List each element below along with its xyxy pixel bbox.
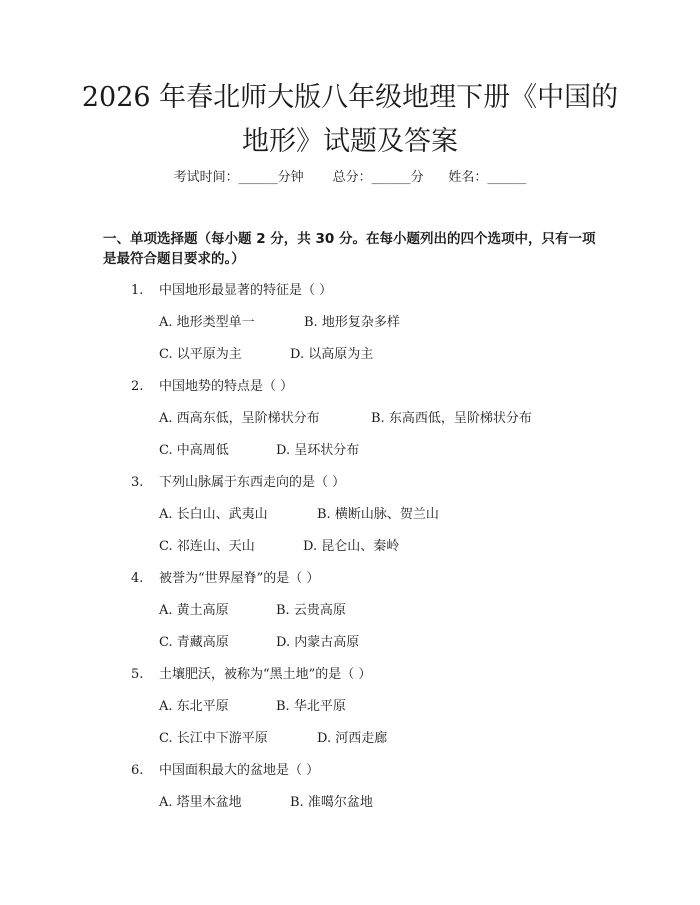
student-name-label: 姓名：______ bbox=[448, 170, 527, 185]
question-stem: 中国地势的特点是（ ） bbox=[159, 379, 294, 394]
question-stem: 中国地形最显著的特征是（ ） bbox=[159, 283, 333, 298]
question-3-option-c: C. 祁连山、天山 bbox=[159, 539, 255, 554]
question-2-option-b: B. 东高西低，呈阶梯状分布 bbox=[371, 411, 532, 426]
exam-info bbox=[0, 168, 700, 188]
question-number: 3. bbox=[131, 475, 144, 490]
question-4-option-c: C. 青藏高原 bbox=[159, 635, 229, 650]
question-3-option-b: B. 横断山脉、贺兰山 bbox=[317, 507, 439, 522]
question-4-option-b: B. 云贵高原 bbox=[276, 603, 346, 618]
total-score-label: 总分：______分 bbox=[332, 170, 424, 185]
question-5-option-a: A. 东北平原 bbox=[159, 699, 229, 714]
question-1-option-c: C. 以平原为主 bbox=[159, 347, 242, 362]
question-3-option-d: D. 昆仑山、秦岭 bbox=[303, 539, 400, 554]
question-2-option-a: A. 西高东低，呈阶梯状分布 bbox=[159, 411, 320, 426]
question-3-option-a: A. 长白山、武夷山 bbox=[159, 507, 268, 522]
question-5-option-c: C. 长江中下游平原 bbox=[159, 731, 268, 746]
question-3 bbox=[131, 473, 345, 493]
question-stem: 土壤肥沃，被称为“黑土地”的是（ ） bbox=[159, 667, 372, 682]
question-stem: 被誉为“世界屋脊”的是（ ） bbox=[159, 571, 320, 586]
question-number: 6. bbox=[131, 763, 144, 778]
question-6-option-a: A. 塔里木盆地 bbox=[159, 795, 242, 810]
question-2-option-c: C. 中高周低 bbox=[159, 443, 229, 458]
question-stem: 下列山脉属于东西走向的是（ ） bbox=[159, 475, 346, 490]
question-5-option-d: D. 河西走廊 bbox=[317, 731, 388, 746]
question-2 bbox=[131, 377, 293, 397]
question-number: 2. bbox=[131, 379, 144, 394]
question-5 bbox=[131, 665, 371, 685]
question-4-option-d: D. 内蒙古高原 bbox=[276, 635, 360, 650]
document-title-line-2: 地形》试题及答案 bbox=[242, 126, 458, 157]
question-1-option-b: B. 地形复杂多样 bbox=[304, 315, 400, 330]
question-stem: 中国面积最大的盆地是（ ） bbox=[159, 763, 320, 778]
question-6-option-b: B. 准噶尔盆地 bbox=[290, 795, 373, 810]
question-2-option-d: D. 呈环状分布 bbox=[276, 443, 360, 458]
question-number: 4. bbox=[131, 571, 144, 586]
question-4-option-a: A. 黄土高原 bbox=[159, 603, 229, 618]
question-4 bbox=[131, 569, 319, 589]
question-5-option-b: B. 华北平原 bbox=[276, 699, 346, 714]
section-heading-line-1: 一、单项选择题（每小题 2 分，共 30 分。在每小题列出的四个选项中，只有一项 bbox=[103, 231, 596, 247]
question-number: 1. bbox=[131, 283, 144, 298]
document-title-line-1: 2026 年春北师大版八年级地理下册《中国的 bbox=[81, 82, 619, 113]
question-1-option-a: A. 地形类型单一 bbox=[159, 315, 255, 330]
section-heading-line-2: 是最符合题目要求的。） bbox=[103, 251, 245, 267]
exam-time-label: 考试时间：______分钟 bbox=[173, 170, 304, 185]
question-6 bbox=[131, 761, 319, 781]
question-number: 5. bbox=[131, 667, 144, 682]
question-1-option-d: D. 以高原为主 bbox=[290, 347, 374, 362]
question-1 bbox=[131, 281, 332, 301]
